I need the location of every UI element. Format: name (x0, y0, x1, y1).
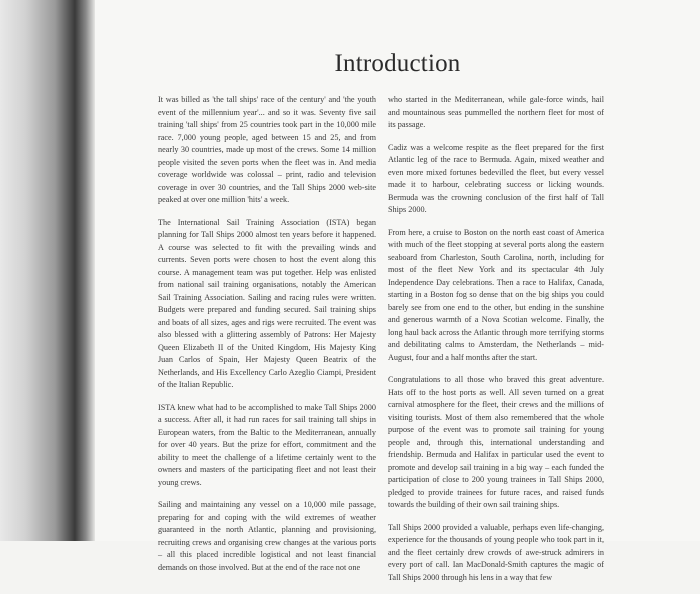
right-paragraph-1: who started in the Mediterranean, while gale-force winds, hail and mountainous seas pummelled the northern fleet for most of its passage. (388, 95, 604, 129)
right-paragraph-3: From here, a cruise to Boston on the north east coast of America with much of the fleet stopping at several ports along the eastern seaboard from Charleston, South Carolina, north, including for most of the fleet New York and its spectacular 4th July Independence Day celebrations. Then a race to Halifax, Canada, starting in a Boston fog so dense that on the big ships you could barely see from one end to the other, but ending in the sunshine and generous warmth of a Nova Scotian welcome. Finally, the long haul back across the Atlantic through more terrifying storms and debilitating calms to Amsterdam, the Netherlands – mid-August, four and a half months after the start. (388, 227, 604, 362)
book-page (95, 0, 700, 582)
left-paragraph-1: It was billed as 'the tall ships' race of the century' and 'the youth event of the millennium year'... and so it was. Seventy five sail training 'tall ships' from 25 countries took part in the 10,000 mile race. 7,000 young people, aged between 15 and 25, and from nearly 30 countries, made up most of the crews. Some 14 million people visited the seven ports when the fleet was in. And media coverage worldwide was colossal – print, radio and television coverage in over 30 countries, and the Tall Ships 2000 web-site peaked at over one million 'hits' a week. (158, 95, 376, 204)
left-column (158, 94, 376, 584)
left-paragraph-4: Sailing and maintaining any vessel on a 10,000 mile passage, preparing for and coping with the wild extremes of weather guaranteed in the north Atlantic, planning and provisioning, recruiting crews and organising crew changes at the various ports – all this placed incredible logistical and not least financial demands on those involved. But at the end of the race not one (158, 500, 376, 572)
right-paragraph-5: Tall Ships 2000 provided a valuable, perhaps even life-changing, experience for the thousands of young people who took part in it, and the fleet certainly drew crowds of awe-struck admirers in every port of call. Ian MacDonald-Smith captures the magic of Tall Ships 2000 through his lens in a way that few (388, 522, 604, 582)
book-gutter-shadow (0, 0, 95, 541)
right-paragraph-4: Congratulations to all those who braved this great adventure. Hats off to the host ports as well. All seven turned on a great carnival atmosphere for the fleet, their crews and the millions of visiting tourists. Most of them also remembered that the whole purpose of the event was to promote sail training for young people and, through this, international understanding and friendship. Bermuda and Halifax in particular used the event to promote and develop sail training in a big way – each funded the participation of close to 200 young trainees in Tall Ships 2000, pledged to provide trainees for future races, and raised funds towards the building of their own sail training ships. (388, 375, 604, 509)
right-paragraph-2: Cadiz was a welcome respite as the fleet prepared for the first Atlantic leg of the race to Bermuda. Again, mixed weather and even more mixed fortunes bedevilled the fleet, but every vessel made it to harbour, celebrating success or licking wounds. Bermuda was the crowning conclusion of the first half of Tall Ships 2000. (388, 142, 604, 214)
page-title: Introduction (334, 50, 461, 77)
left-paragraph-3: ISTA knew what had to be accomplished to make Tall Ships 2000 a success. After all, it had run races for sail training tall ships in European waters, from the Baltic to the Mediterranean, annually for over 40 years. But the prize for effort, commitment and the ability to meet the challenge of a lifetime certainly went to the owners and masters of the participating fleet and not least their young crews. (158, 402, 376, 487)
right-column (388, 94, 604, 594)
left-paragraph-2: The International Sail Training Association (ISTA) began planning for Tall Ships 2000 almost ten years before it happened. A course was selected to fit with the prevailing winds and currents. Seven ports were chosen to host the event along this course. A management team was put together. Help was enlisted from national sail training organisations, notably the American Sail Training Association. Sailing and racing rules were written. Budgets were prepared and funding secured. Sail training ships and boats of all sizes, ages and rigs were recruited. The event was also blessed with a glittering assembly of Patrons: Her Majesty Queen Elizabeth II of the United Kingdom, His Majesty King Juan Carlos of Spain, Her Majesty Queen Beatrix of the Netherlands, and His Excellency Carlo Azeglio Ciampi, President of the Italian Republic. (158, 217, 376, 389)
